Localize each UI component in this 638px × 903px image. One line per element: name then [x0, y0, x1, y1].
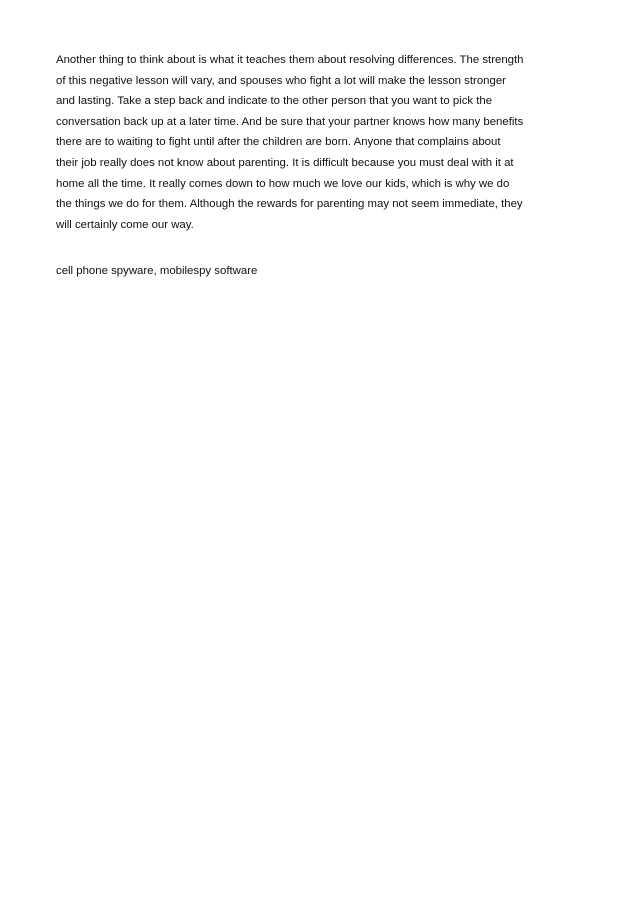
- paragraph-line: their job really does not know about parenting. It is difficult because you must deal with it at: [56, 156, 514, 169]
- paragraph-line: home all the time. It really comes down to how much we love our kids, which is why we do: [56, 177, 510, 190]
- paragraph-line: conversation back up at a later time. And be sure that your partner knows how many benefits: [56, 115, 524, 128]
- paragraph-line: of this negative lesson will vary, and spouses who fight a lot will make the lesson stronger: [56, 74, 506, 87]
- body-paragraph: [56, 50, 588, 235]
- paragraph-line: and lasting. Take a step back and indicate to the other person that you want to pick the: [56, 95, 493, 108]
- paragraph-line: will certainly come our way.: [56, 218, 194, 231]
- paragraph-line: the things we do for them. Although the rewards for parenting may not seem immediate, they: [56, 198, 523, 211]
- paragraph-line: Another thing to think about is what it teaches them about resolving differences. The strength: [56, 54, 524, 66]
- tags-line: cell phone spyware, mobilespy software: [56, 265, 258, 277]
- paragraph-line: there are to waiting to fight until after the children are born. Anyone that complains about: [56, 136, 501, 149]
